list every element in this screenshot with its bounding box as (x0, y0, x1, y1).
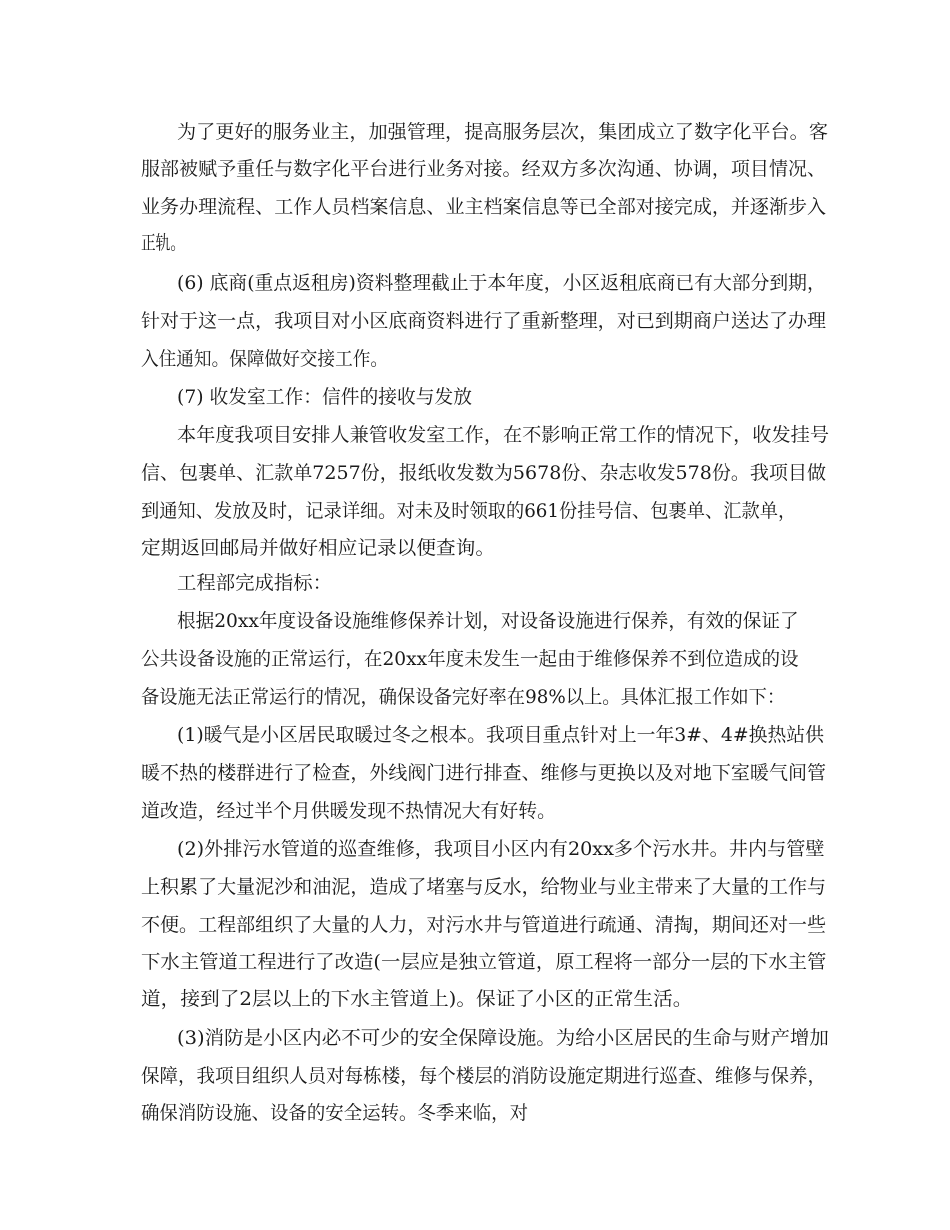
text-line-7: 入住通知。保障做好交接工作。 (141, 348, 389, 370)
text-line-10: 信、包裹单、汇款单7257份，报纸收发数为5678份、杂志收发578份。我项目做 (141, 462, 827, 484)
text-line-4: 正轨。 (141, 232, 186, 254)
text-line-18: 暖不热的楼群进行了检查，外线阀门进行排查、维修与更换以及对地下室暖气间管 (141, 762, 827, 784)
text-line-9: 本年度我项目安排人兼管收发室工作，在不影响正常工作的情况下，收发挂号 (177, 424, 830, 446)
text-line-5: (6) 底商(重点返租房)资料整理截止于本年度，小区返租底商已有大部分到期， (177, 272, 826, 294)
text-line-16: 备设施无法正常运行的情况，确保设备完好率在98%以上。具体汇报工作如下： (141, 686, 786, 708)
text-line-20: (2)外排污水管道的巡查维修，我项目小区内有20xx多个污水井。井内与管壁 (177, 838, 825, 860)
text-line-27: 确保消防设施、设备的安全运转。冬季来临，对 (141, 1102, 529, 1124)
text-line-21: 上积累了大量泥沙和油泥，造成了堵塞与反水，给物业与业主带来了大量的工作与 (141, 876, 827, 898)
text-line-13: 工程部完成指标： (177, 572, 333, 594)
text-line-23: 下水主管道工程进行了改造(一层应是独立管道，原工程将一部分一层的下水主管 (141, 951, 827, 973)
text-line-19: 道改造，经过半个月供暖发现不热情况大有好转。 (141, 800, 557, 822)
text-line-24: 道，接到了2层以上的下水主管道上)。保证了小区的正常生活。 (141, 988, 693, 1010)
text-line-26: 保障，我项目组织人员对每栋楼，每个楼层的消防设施定期进行巡查、维修与保养， (141, 1065, 827, 1087)
text-line-15: 公共设备设施的正常运行，在20xx年度未发生一起由于维修保养不到位造成的设 (141, 648, 799, 670)
text-line-25: (3)消防是小区内必不可少的安全保障设施。为给小区居民的生命与财产增加 (177, 1027, 829, 1049)
text-line-22: 不便。工程部组织了大量的人力，对污水井与管道进行疏通、清掏，期间还对一些 (141, 914, 827, 936)
text-line-17: (1)暖气是小区居民取暖过冬之根本。我项目重点针对上一年3#、4#换热站供 (177, 724, 824, 746)
text-line-6: 针对于这一点，我项目对小区底商资料进行了重新整理，对已到期商户送达了办理 (141, 310, 827, 332)
text-line-11: 到通知、发放及时，记录详细。对未及时领取的661份挂号信、包裹单、汇款单， (141, 500, 797, 522)
text-line-2: 服部被赋予重任与数字化平台进行业务对接。经双方多次沟通、协调，项目情况、 (141, 158, 827, 180)
text-line-1: 为了更好的服务业主，加强管理，提高服务层次，集团成立了数字化平台。客 (177, 121, 828, 143)
text-line-12: 定期返回邮局并做好相应记录以便查询。 (141, 537, 496, 559)
text-line-14: 根据20xx年度设备设施维修保养计划，对设备设施进行保养，有效的保证了 (177, 610, 799, 632)
text-line-3: 业务办理流程、工作人员档案信息、业主档案信息等已全部对接完成，并逐渐步入 (141, 196, 827, 218)
text-line-8: (7) 收发室工作：信件的接收与发放 (177, 386, 472, 408)
